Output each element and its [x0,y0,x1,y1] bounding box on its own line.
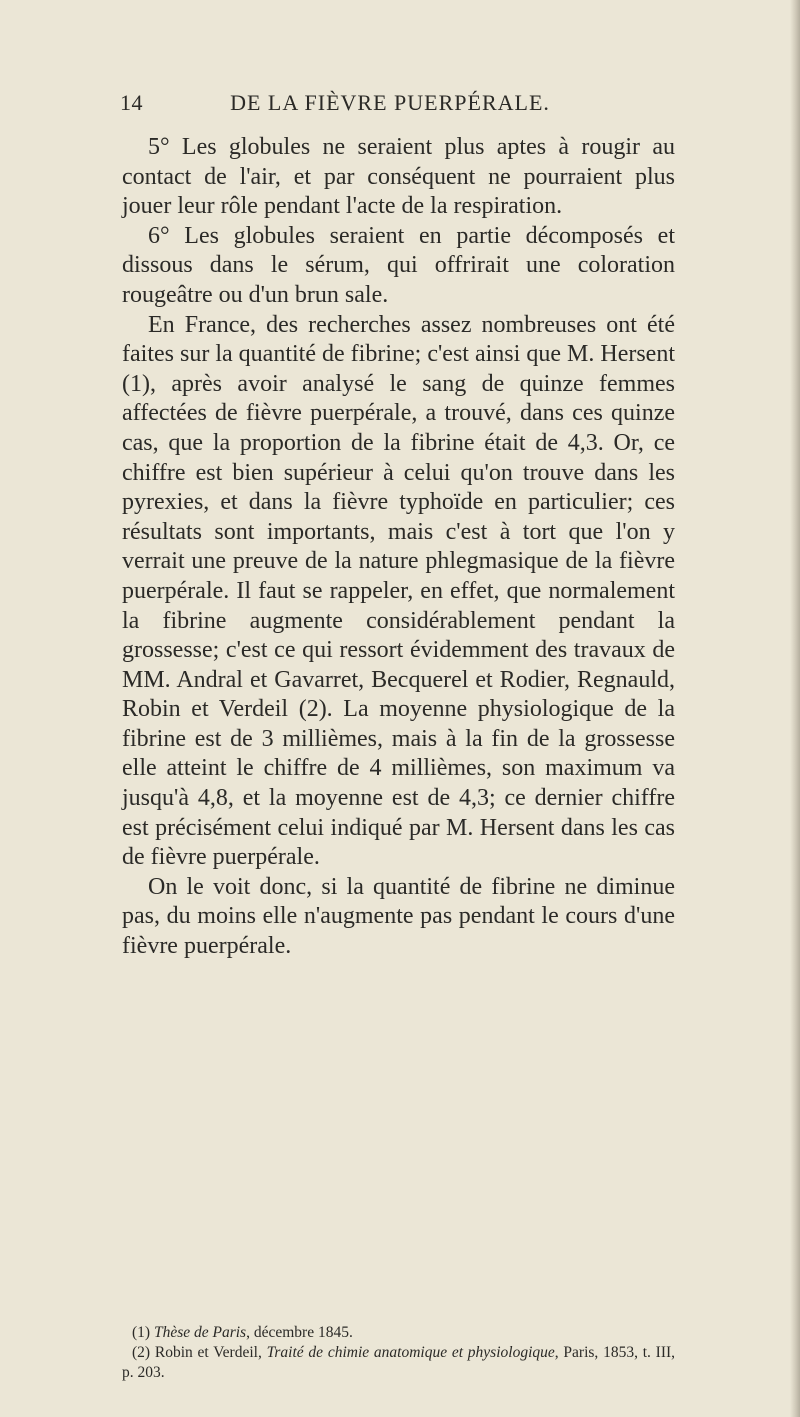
paragraph-globules-5: 5° Les globules ne seraient plus aptes à rougir au contact de l'air, et par conséquent ne pourraient plus jouer leur rôle pendant l'acte de la respiration. [122,134,675,220]
running-head [120,90,660,122]
page-number: 14 [120,90,143,115]
running-title: DE LA FIÈVRE PUERPÉRALE. [230,90,550,115]
footnote-1-marker: (1) [132,1324,151,1341]
footnote-1-rest: , décembre 1845. [246,1324,353,1341]
footnote-1 [122,1323,675,1343]
paragraph-conclusion: On le voit donc, si la quantité de fibrine ne diminue pas, du moins elle n'augmente pas pendant le cours d'une fièvre puerpérale. [122,873,675,960]
footnotes [122,1323,675,1383]
footnote-2-rest: , Paris, 1853, t. III, p. 203. [122,1344,676,1381]
paragraph-fibrine-france: En France, des recherches assez nombreuses ont été faites sur la quantité de fibrine; c'est ainsi que M. Hersent (1), après avoir analysé le sang de quinze femmes affectées de fièvre puerpérale, a trouvé, dans ces quinze cas, que la proportion de la fibrine était de 4,3. Or, ce chiffre est bien supérieur à celui qu'on trouve dans les pyrexies, et dans la fièvre typhoïde en particulier; ces résultats sont importants, mais c'est à tort que l'on y verrait une preuve de la nature phlegmasique de la fièvre puerpérale. Il faut se rappeler, en effet, que normalement la fibrine augmente considérablement pendant la grossesse; c'est ce qui ressort évidemment des travaux de MM. Andral et Gavarret, Becquerel et Rodier, Regnauld, Robin et Verdeil (2). La moyenne physiologique de la fibrine est de 3 millièmes, mais à la fin de la grossesse elle atteint le chiffre de 4 millièmes, son maximum va jusqu'à 4,8, et la moyenne est de 4,3; ce dernier chiffre est précisément celui indiqué par M. Hersent dans les cas de fièvre puerpérale. [122,311,675,871]
paragraph-globules-6: 6° Les globules seraient en partie décomposés et dissous dans le sérum, qui offrirait une coloration rougeâtre ou d'un brun sale. [122,222,675,308]
footnote-2-authors: Robin et Verdeil, [154,1344,267,1361]
page-edge-shadow [790,0,800,1417]
footnote-2 [122,1343,675,1383]
footnote-2-title: Traité de chimie anatomique et physiologique [266,1344,555,1361]
body-text [122,133,675,962]
footnote-1-title: Thèse de Paris [153,1324,247,1341]
footnote-2-marker: (2) [132,1344,151,1361]
